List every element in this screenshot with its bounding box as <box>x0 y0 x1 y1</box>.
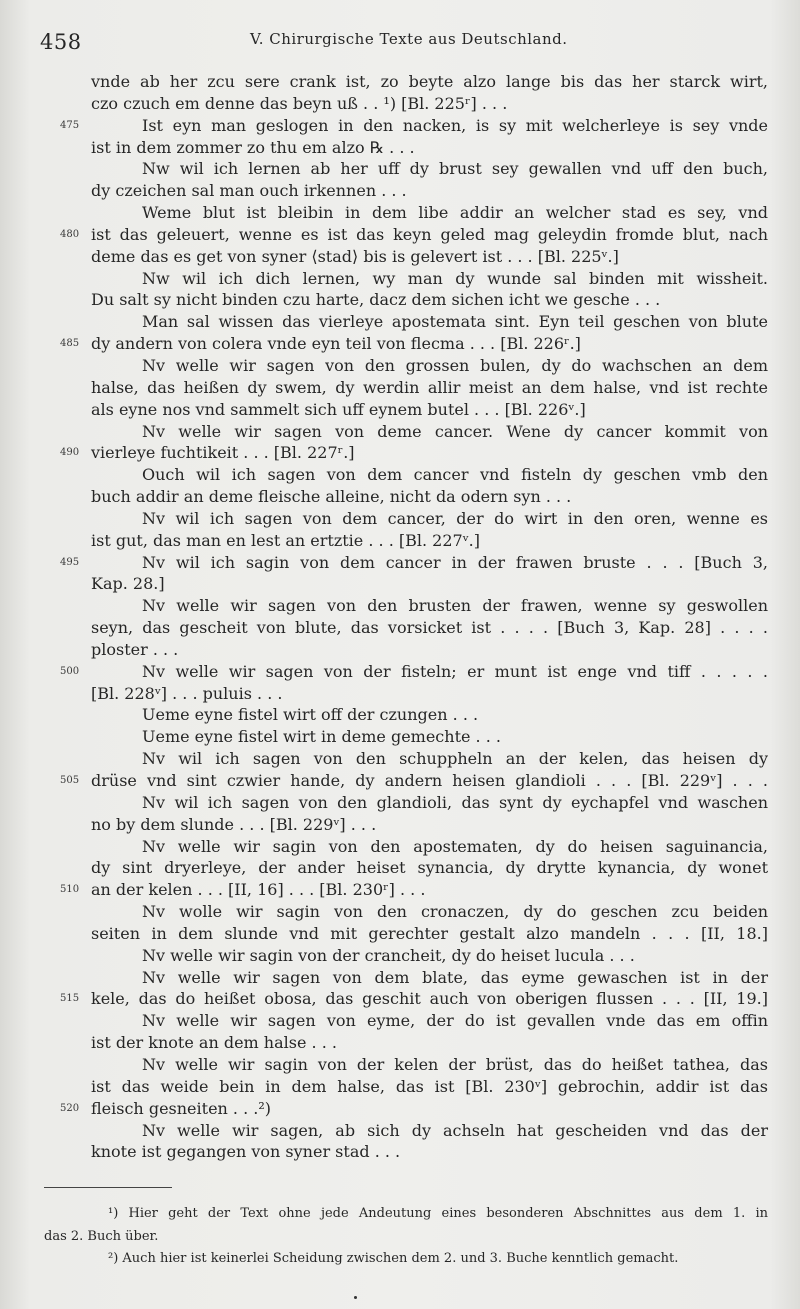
text-line <box>0 879 800 901</box>
line-number: 520 <box>60 1102 80 1114</box>
text-line <box>0 814 800 836</box>
text-line <box>0 683 800 705</box>
page-number: 458 <box>40 30 82 54</box>
main-text <box>0 71 800 1163</box>
text-line <box>0 1098 800 1120</box>
text-line <box>0 595 800 617</box>
line-text: Ist eyn man geslogen in den nacken, is sy mit welcherleye is sey vnde <box>142 115 768 135</box>
footnote-line <box>0 1226 800 1249</box>
text-line <box>0 1010 800 1032</box>
line-text: kele, das do heißet obosa, das geschit auch von oberigen flussen . . . [II, 19.] <box>91 989 768 1009</box>
text-line <box>0 224 800 246</box>
line-number: 500 <box>60 665 80 677</box>
text-line <box>0 202 800 224</box>
line-text: seiten in dem slunde vnd mit gerechter gestalt alzo mandeln . . . [II, 18.] <box>91 923 768 943</box>
text-line <box>0 158 800 180</box>
text-line <box>0 792 800 814</box>
line-number: 490 <box>60 447 80 459</box>
line-text: Nv wil ich sagen von den schuppheln an der kelen, das heisen dy <box>142 749 768 769</box>
text-line <box>0 1032 800 1054</box>
text-line <box>0 988 800 1010</box>
printing-mark <box>354 1296 357 1299</box>
text-line <box>0 704 800 726</box>
text-line <box>0 464 800 486</box>
line-text: vierleye fuchtikeit . . . [Bl. 227ʳ.] <box>91 443 355 463</box>
text-line <box>0 246 800 268</box>
line-text: als eyne nos vnd sammelt sich uff eynem butel . . . [Bl. 226ᵛ.] <box>91 399 586 419</box>
line-text: Nv welle wir sagen von den grossen bulen, dy do wachschen an dem <box>142 355 768 375</box>
line-text: an der kelen . . . [II, 16] . . . [Bl. 230ʳ] . . . <box>91 880 426 900</box>
text-line <box>0 93 800 115</box>
text-line <box>0 180 800 202</box>
line-text: dy sint dryerleye, der ander heiset synancia, dy drytte kynancia, dy wonet <box>91 858 768 878</box>
text-line <box>0 530 800 552</box>
text-line <box>0 399 800 421</box>
text-line <box>0 639 800 661</box>
text-line <box>0 377 800 399</box>
line-number: 480 <box>60 228 80 240</box>
text-line <box>0 442 800 464</box>
line-text: halse, das heißen dy swem, dy werdin allir meist an dem halse, vnd ist rechte <box>91 377 768 397</box>
text-line <box>0 71 800 93</box>
line-number: 475 <box>60 119 80 131</box>
text-line <box>0 552 800 574</box>
line-text: Nv welle wir sagen von den brusten der frawen, wenne sy geswollen <box>142 596 768 616</box>
text-line <box>0 617 800 639</box>
text-line <box>0 333 800 355</box>
text-line <box>0 115 800 137</box>
text-line <box>0 268 800 290</box>
text-line <box>0 967 800 989</box>
text-line <box>0 770 800 792</box>
text-line <box>0 901 800 923</box>
footnote-text: ²) Auch hier ist keinerlei Scheidung zwischen dem 2. und 3. Buche kenntlich gemacht. <box>108 1251 679 1266</box>
text-line <box>0 311 800 333</box>
line-text: Nw wil ich lernen ab her uff dy brust sey gewallen vnd uff den buch, <box>142 159 768 179</box>
line-text: ist gut, das man en lest an ertztie . . . [Bl. 227ᵛ.] <box>91 530 480 550</box>
line-number: 485 <box>60 338 80 350</box>
line-text: Du salt sy nicht binden czu harte, dacz dem sichen icht we gesche . . . <box>91 290 661 310</box>
text-line <box>0 355 800 377</box>
line-text: Nv welle wir sagin von den apostematen, dy do heisen saguinancia, <box>142 836 768 856</box>
line-text: Weme blut ist bleibin in dem libe addir an welcher stad es sey, vnd <box>142 203 768 223</box>
line-text: Man sal wissen das vierleye apostemata sint. Eyn teil geschen von blute <box>142 312 768 332</box>
line-text: seyn, das gescheit von blute, das vorsicket ist . . . . [Buch 3, Kap. 28] . . . . <box>91 618 768 638</box>
line-number: 495 <box>60 556 80 568</box>
line-text: Nv welle wir sagen von dem blate, das eyme gewaschen ist in der <box>142 967 768 987</box>
line-text: Ouch wil ich sagen von dem cancer vnd fisteln dy geschen vmb den <box>142 465 768 485</box>
text-line <box>0 1120 800 1142</box>
line-text: dy czeichen sal man ouch irkennen . . . <box>91 181 407 201</box>
line-text: Ueme eyne fistel wirt in deme gemechte . . . <box>142 727 501 747</box>
line-text: ist in dem zommer zo thu em alzo ℞ . . . <box>91 137 415 157</box>
line-text: Nv wil ich sagin von dem cancer in der frawen bruste . . . [Buch 3, <box>142 552 768 572</box>
running-head: V. Chirurgische Texte aus Deutschland. <box>250 30 568 48</box>
line-text: czo czuch em denne das beyn uß . . ¹) [Bl. 225ʳ] . . . <box>91 93 508 113</box>
line-text: dy andern von colera vnde eyn teil von flecma . . . [Bl. 226ʳ.] <box>91 334 581 354</box>
line-text: Nv welle wir sagen von deme cancer. Wene dy cancer kommit von <box>142 421 768 441</box>
text-line <box>0 421 800 443</box>
page-header <box>40 26 776 52</box>
text-line <box>0 289 800 311</box>
line-text: Nw wil ich dich lernen, wy man dy wunde sal binden mit wissheit. <box>142 268 768 288</box>
text-line <box>0 945 800 967</box>
line-text: vnde ab her zcu sere crank ist, zo beyte alzo lange bis das her starck wirt, <box>91 72 768 91</box>
text-line <box>0 1076 800 1098</box>
footnote-text: das 2. Buch über. <box>44 1228 159 1244</box>
line-text: no by dem slunde . . . [Bl. 229ᵛ] . . . <box>91 814 377 834</box>
line-text: Nv wil ich sagen von dem cancer, der do wirt in den oren, wenne es <box>142 508 768 528</box>
text-line <box>0 1054 800 1076</box>
line-text: Kap. 28.] <box>91 574 165 594</box>
line-text: Nv wolle wir sagin von den cronaczen, dy do geschen zcu beiden <box>142 902 768 922</box>
footnotes <box>0 1203 800 1271</box>
text-line <box>0 857 800 879</box>
text-line <box>0 1141 800 1163</box>
line-text: Nv welle wir sagen, ab sich dy achseln hat gescheiden vnd das der <box>142 1120 768 1140</box>
text-line <box>0 836 800 858</box>
footnote-line <box>0 1248 800 1271</box>
line-text: ploster . . . <box>91 639 179 659</box>
line-text: deme das es get von syner ⟨stad⟩ bis is gelevert ist . . . [Bl. 225ᵛ.] <box>91 246 619 266</box>
text-line <box>0 748 800 770</box>
line-text: buch addir an deme fleische alleine, nicht da odern syn . . . <box>91 487 572 507</box>
line-text: Ueme eyne fistel wirt off der czungen . . . <box>142 705 479 725</box>
text-line <box>0 661 800 683</box>
line-text: [Bl. 228ᵛ] . . . puluis . . . <box>91 683 283 703</box>
text-line <box>0 137 800 159</box>
text-line <box>0 573 800 595</box>
line-number: 505 <box>60 775 80 786</box>
line-number: 510 <box>60 884 80 896</box>
line-text: Nv welle wir sagin von der kelen der brüst, das do heißet tathea, das <box>142 1054 768 1074</box>
text-line <box>0 923 800 945</box>
line-text: Nv welle wir sagen von eyme, der do ist gevallen vnde das em offin <box>142 1011 768 1031</box>
line-number: 515 <box>60 993 80 1005</box>
line-text: ist das geleuert, wenne es ist das keyn geled mag geleydin fromde blut, nach <box>91 224 768 244</box>
line-text: Nv welle wir sagen von der fisteln; er munt ist enge vnd tiff . . . . . <box>142 661 768 681</box>
footnote-divider <box>44 1187 172 1188</box>
text-line <box>0 486 800 508</box>
footnote-text: ¹) Hier geht der Text ohne jede Andeutung eines besonderen Abschnittes aus dem 1. in <box>108 1206 768 1221</box>
line-text: drüse vnd sint czwier hande, dy andern heisen glandioli . . . [Bl. 229ᵛ] . . . <box>91 771 768 790</box>
text-line <box>0 508 800 530</box>
line-text: knote ist gegangen von syner stad . . . <box>91 1142 401 1162</box>
text-line <box>0 726 800 748</box>
line-text: ist das weide bein in dem halse, das ist [Bl. 230ᵛ] gebrochin, addir ist das <box>91 1076 768 1096</box>
line-text: ist der knote an dem halse . . . <box>91 1033 337 1053</box>
line-text: fleisch gesneiten . . .²) <box>91 1098 272 1118</box>
line-text: Nv welle wir sagin von der crancheit, dy do heiset lucula . . . <box>142 945 635 965</box>
footnote-line <box>0 1203 800 1226</box>
line-text: Nv wil ich sagen von den glandioli, das synt dy eychapfel vnd waschen <box>142 792 768 812</box>
